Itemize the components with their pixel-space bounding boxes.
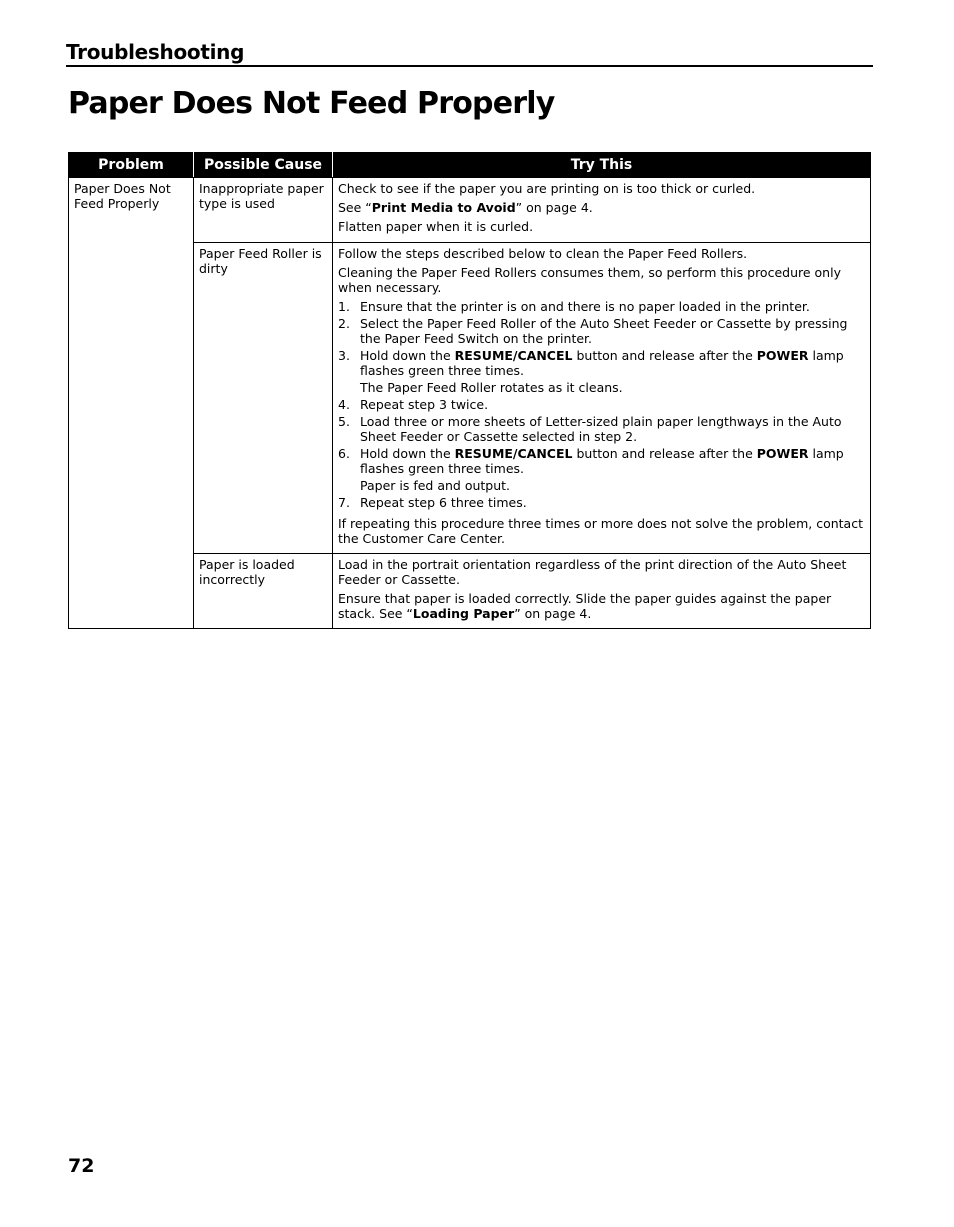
cause-cell (194, 178, 333, 243)
step-text-part: Hold down the (360, 348, 455, 363)
step-text: Load three or more sheets of Letter-sized plain paper lengthways in the Auto Sheet Feeder or Cassette selected in step 2. (360, 414, 842, 444)
step-number: 1. (338, 299, 350, 314)
step-text-part: lamp flashes green three times. (360, 348, 844, 378)
ref-prefix: Ensure that paper is loaded correctly. Slide the paper guides against the paper stack. See “ (338, 591, 832, 621)
step-text: Repeat step 6 three times. (360, 495, 527, 510)
step-number: 3. (338, 348, 350, 363)
cause-text: Paper is loaded incorrectly (199, 557, 295, 587)
step-text (360, 446, 865, 493)
list-item (338, 397, 865, 412)
step-text-part: button and release after the (572, 446, 757, 461)
step-text: Select the Paper Feed Roller of the Auto Sheet Feeder or Cassette by pressing the Paper Feed Switch on the printer. (360, 316, 848, 346)
try-this-reference (338, 200, 865, 215)
cause-text: Paper Feed Roller is dirty (199, 246, 322, 276)
try-this-text: If repeating this procedure three times or more does not solve the problem, contact the Customer Care Center. (338, 516, 863, 546)
page-title: Paper Does Not Feed Properly (68, 86, 555, 121)
ref-suffix: ” on page 4. (515, 200, 593, 215)
list-item (338, 299, 865, 314)
step-text: Ensure that the printer is on and there is no paper loaded in the printer. (360, 299, 810, 314)
try-this-text: Check to see if the paper you are printing on is too thick or curled. (338, 181, 756, 196)
link-loading-paper[interactable]: Loading Paper (412, 606, 515, 621)
try-this-text: Load in the portrait orientation regardless of the print direction of the Auto Sheet Feeder or Cassette. (338, 557, 847, 587)
cause-text: Inappropriate paper type is used (199, 181, 324, 211)
power-label: POWER (756, 446, 809, 461)
list-item (338, 414, 865, 444)
table-header-row (69, 153, 871, 178)
page-number: 72 (68, 1155, 95, 1177)
try-this-text: Follow the steps described below to clean the Paper Feed Rollers. (338, 246, 748, 261)
try-this-cell (333, 554, 871, 629)
try-this-text: Cleaning the Paper Feed Rollers consumes them, so perform this procedure only when necessary. (338, 265, 841, 295)
step-text-part: lamp flashes green three times. (360, 446, 844, 476)
list-item (338, 348, 865, 395)
step-number: 2. (338, 316, 350, 331)
problem-text: Paper Does Not Feed Properly (74, 181, 171, 211)
header-possible-cause: Possible Cause (194, 153, 333, 178)
section-header (66, 40, 873, 67)
step-result: The Paper Feed Roller rotates as it cleans. (360, 380, 623, 395)
power-label: POWER (756, 348, 809, 363)
resume-cancel-label: RESUME/CANCEL (454, 348, 573, 363)
resume-cancel-label: RESUME/CANCEL (454, 446, 573, 461)
list-item (338, 495, 865, 510)
section-header-text: Troubleshooting (66, 40, 245, 64)
list-item (338, 446, 865, 493)
step-text: Repeat step 3 twice. (360, 397, 489, 412)
try-this-reference (338, 591, 865, 621)
try-this-text: Flatten paper when it is curled. (338, 219, 534, 234)
step-text-part: Hold down the (360, 446, 455, 461)
cause-cell (194, 554, 333, 629)
step-number: 4. (338, 397, 350, 412)
cause-cell (194, 243, 333, 554)
try-this-cell (333, 178, 871, 243)
header-try-this: Try This (333, 153, 871, 178)
step-number: 5. (338, 414, 350, 429)
list-item (338, 316, 865, 346)
cleaning-steps-list (338, 299, 865, 510)
ref-suffix: ” on page 4. (514, 606, 592, 621)
table-row (69, 178, 871, 243)
step-text (360, 348, 865, 395)
link-print-media-to-avoid[interactable]: Print Media to Avoid (371, 200, 516, 215)
troubleshooting-table (68, 152, 871, 629)
try-this-cell (333, 243, 871, 554)
step-number: 6. (338, 446, 350, 461)
step-result: Paper is fed and output. (360, 478, 511, 493)
problem-cell (69, 178, 194, 629)
ref-prefix: See “ (338, 200, 372, 215)
step-number: 7. (338, 495, 350, 510)
step-text-part: button and release after the (572, 348, 757, 363)
header-problem: Problem (69, 153, 194, 178)
